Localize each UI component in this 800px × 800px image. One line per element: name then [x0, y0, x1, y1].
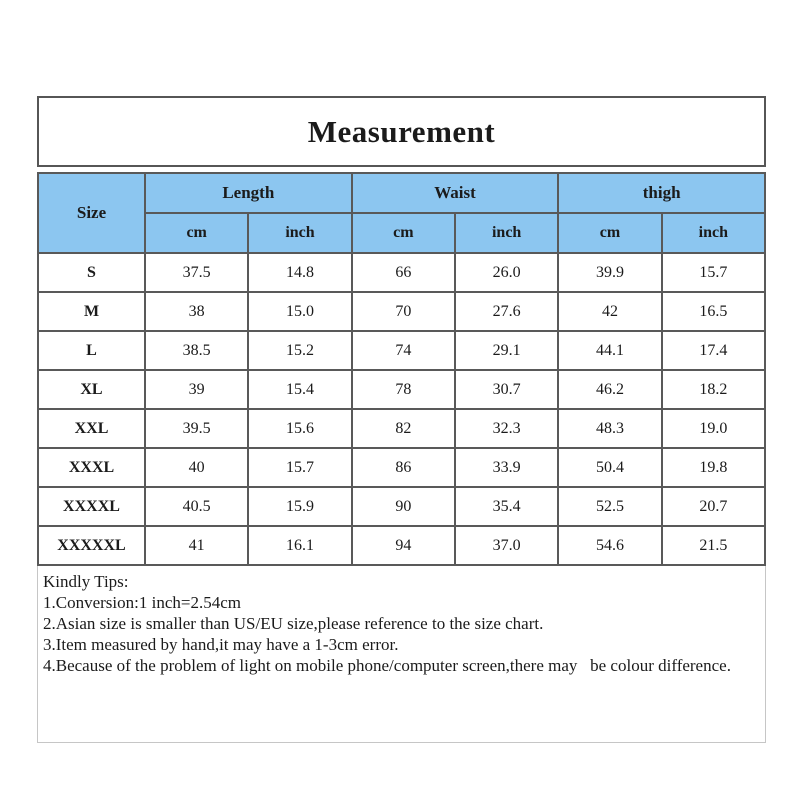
size-cell: XL [38, 370, 145, 409]
value-cell: 20.7 [662, 487, 765, 526]
table-row-l [38, 331, 765, 370]
table-row-m [38, 292, 765, 331]
header-units-row [38, 213, 765, 253]
title-box [37, 96, 766, 167]
value-cell: 94 [352, 526, 455, 565]
table-row-xl [38, 370, 765, 409]
col-group-waist: Waist [352, 173, 559, 213]
col-group-length: Length [145, 173, 352, 213]
value-cell: 44.1 [558, 331, 661, 370]
value-cell: 15.7 [248, 448, 351, 487]
unit-header-thigh-cm: cm [558, 213, 661, 253]
tips-line-2: 2.Asian size is smaller than US/EU size,please reference to the size chart. [43, 614, 544, 633]
size-chart-sheet [37, 96, 766, 743]
tips-title: Kindly Tips: [43, 572, 129, 591]
tips-line-3: 3.Item measured by hand,it may have a 1-3cm error. [43, 635, 399, 654]
value-cell: 86 [352, 448, 455, 487]
value-cell: 66 [352, 253, 455, 292]
tips-line-4: 4.Because of the problem of light on mobile phone/computer screen,there may be colour difference. [43, 656, 731, 675]
value-cell: 52.5 [558, 487, 661, 526]
value-cell: 27.6 [455, 292, 558, 331]
value-cell: 15.9 [248, 487, 351, 526]
value-cell: 32.3 [455, 409, 558, 448]
value-cell: 29.1 [455, 331, 558, 370]
value-cell: 38.5 [145, 331, 248, 370]
value-cell: 26.0 [455, 253, 558, 292]
size-cell: M [38, 292, 145, 331]
value-cell: 41 [145, 526, 248, 565]
value-cell: 39 [145, 370, 248, 409]
value-cell: 78 [352, 370, 455, 409]
value-cell: 90 [352, 487, 455, 526]
value-cell: 70 [352, 292, 455, 331]
unit-header-waist-cm: cm [352, 213, 455, 253]
value-cell: 46.2 [558, 370, 661, 409]
value-cell: 19.0 [662, 409, 765, 448]
unit-header-length-cm: cm [145, 213, 248, 253]
value-cell: 21.5 [662, 526, 765, 565]
value-cell: 15.7 [662, 253, 765, 292]
kindly-tips-section [37, 566, 766, 743]
value-cell: 35.4 [455, 487, 558, 526]
table-row-xxxxl [38, 487, 765, 526]
value-cell: 40 [145, 448, 248, 487]
value-cell: 18.2 [662, 370, 765, 409]
size-cell: XXXL [38, 448, 145, 487]
measurement-table [37, 172, 766, 566]
value-cell: 15.6 [248, 409, 351, 448]
value-cell: 15.2 [248, 331, 351, 370]
value-cell: 54.6 [558, 526, 661, 565]
size-cell: XXL [38, 409, 145, 448]
col-header-size: Size [38, 173, 145, 253]
value-cell: 14.8 [248, 253, 351, 292]
table-row-xxl [38, 409, 765, 448]
unit-header-length-inch: inch [248, 213, 351, 253]
value-cell: 37.0 [455, 526, 558, 565]
value-cell: 82 [352, 409, 455, 448]
value-cell: 74 [352, 331, 455, 370]
value-cell: 15.4 [248, 370, 351, 409]
value-cell: 15.0 [248, 292, 351, 331]
unit-header-waist-inch: inch [455, 213, 558, 253]
table-row-xxxxxl [38, 526, 765, 565]
size-cell: S [38, 253, 145, 292]
value-cell: 48.3 [558, 409, 661, 448]
value-cell: 16.5 [662, 292, 765, 331]
value-cell: 39.9 [558, 253, 661, 292]
tips-line-1: 1.Conversion:1 inch=2.54cm [43, 593, 241, 612]
unit-header-thigh-inch: inch [662, 213, 765, 253]
size-cell: L [38, 331, 145, 370]
value-cell: 16.1 [248, 526, 351, 565]
value-cell: 50.4 [558, 448, 661, 487]
header-group-row [38, 173, 765, 213]
value-cell: 38 [145, 292, 248, 331]
value-cell: 19.8 [662, 448, 765, 487]
value-cell: 42 [558, 292, 661, 331]
value-cell: 40.5 [145, 487, 248, 526]
value-cell: 37.5 [145, 253, 248, 292]
value-cell: 33.9 [455, 448, 558, 487]
page-title: Measurement [307, 113, 496, 149]
value-cell: 39.5 [145, 409, 248, 448]
size-cell: XXXXL [38, 487, 145, 526]
table-row-xxxl [38, 448, 765, 487]
size-cell: XXXXXL [38, 526, 145, 565]
value-cell: 30.7 [455, 370, 558, 409]
table-row-s [38, 253, 765, 292]
col-group-thigh: thigh [558, 173, 765, 213]
value-cell: 17.4 [662, 331, 765, 370]
